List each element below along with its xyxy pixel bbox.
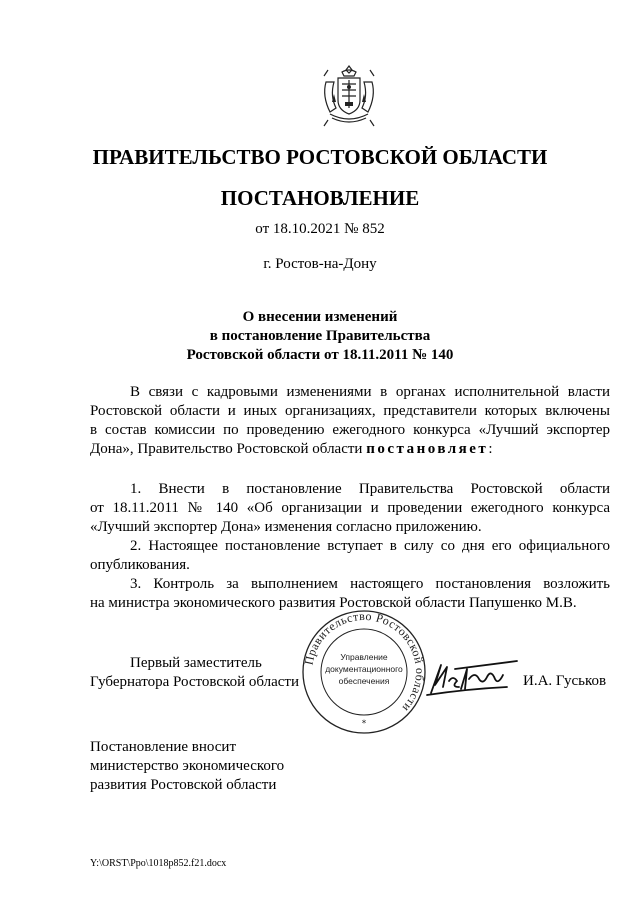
signer-position-line: Губернатора Ростовской области <box>90 674 300 690</box>
document-subject <box>0 308 640 365</box>
text-line: В связи с кадровыми изменениями в органах исполнительной власти <box>130 384 610 400</box>
text-line: на министра экономического развития Ростовской области Папушенко М.В. <box>90 595 577 611</box>
text-line: Ростовской области и иных организациях, представители которых включены <box>90 403 610 419</box>
signer-position-line: Первый заместитель <box>130 655 262 671</box>
decree-keyword: постановляет <box>366 441 489 457</box>
subject-line: О внесении изменений <box>242 309 398 325</box>
text-line: 3. Контроль за выполнением настоящего постановления возложить <box>130 576 610 592</box>
text-line <box>90 440 610 459</box>
document-date-number: от 18.10.2021 № 852 <box>255 221 385 237</box>
text-line: 1. Внести в постановление Правительства Ростовской области <box>130 481 610 497</box>
item-1 <box>90 480 610 537</box>
text-fragment: Дона», Правительство Ростовской области <box>90 441 367 457</box>
svg-text:Правительство Ростовской облас: Правительство Ростовской области <box>301 608 428 716</box>
file-path: Y:\ORST\Ppo\1018p852.f21.docx <box>90 858 227 869</box>
document-type: ПОСТАНОВЛЕНИЕ <box>220 186 420 210</box>
svg-text:Управление: Управление <box>340 652 388 662</box>
preamble-paragraph <box>90 383 610 459</box>
submitter-note <box>90 738 284 795</box>
handwritten-signature <box>425 655 520 701</box>
coat-of-arms-icon <box>318 62 380 132</box>
item-2 <box>90 537 610 575</box>
text-line: 2. Настоящее постановление вступает в силу со дня его официального <box>130 538 610 554</box>
text-line: «Лучший экспортер Дона» изменения согласно приложению. <box>90 519 482 535</box>
svg-text:документационного: документационного <box>325 664 403 674</box>
subject-line: в постановление Правительства <box>209 328 431 344</box>
svg-text:*: * <box>361 719 367 729</box>
subject-line: Ростовской области от 18.11.2011 № 140 <box>186 347 454 363</box>
official-stamp <box>300 608 428 736</box>
text-line: опубликования. <box>90 557 190 573</box>
text-line: в состав комиссии по проведению ежегодного конкурса «Лучший экспортер <box>90 422 610 438</box>
document-city: г. Ростов-на-Дону <box>263 256 377 272</box>
signer-position <box>90 654 299 692</box>
submitter-line: развития Ростовской области <box>90 777 277 793</box>
signer-name: И.А. Гуськов <box>523 673 607 689</box>
government-title: ПРАВИТЕЛЬСТВО РОСТОВСКОЙ ОБЛАСТИ <box>92 145 548 169</box>
svg-text:обеспечения: обеспечения <box>338 676 390 686</box>
submitter-line: Постановление вносит <box>90 739 237 755</box>
text-line: от 18.11.2011 № 140 «Об организации и проведении ежегодного конкурса <box>90 500 610 516</box>
submitter-line: министерство экономического <box>90 758 285 774</box>
text-fragment: : <box>488 441 493 457</box>
